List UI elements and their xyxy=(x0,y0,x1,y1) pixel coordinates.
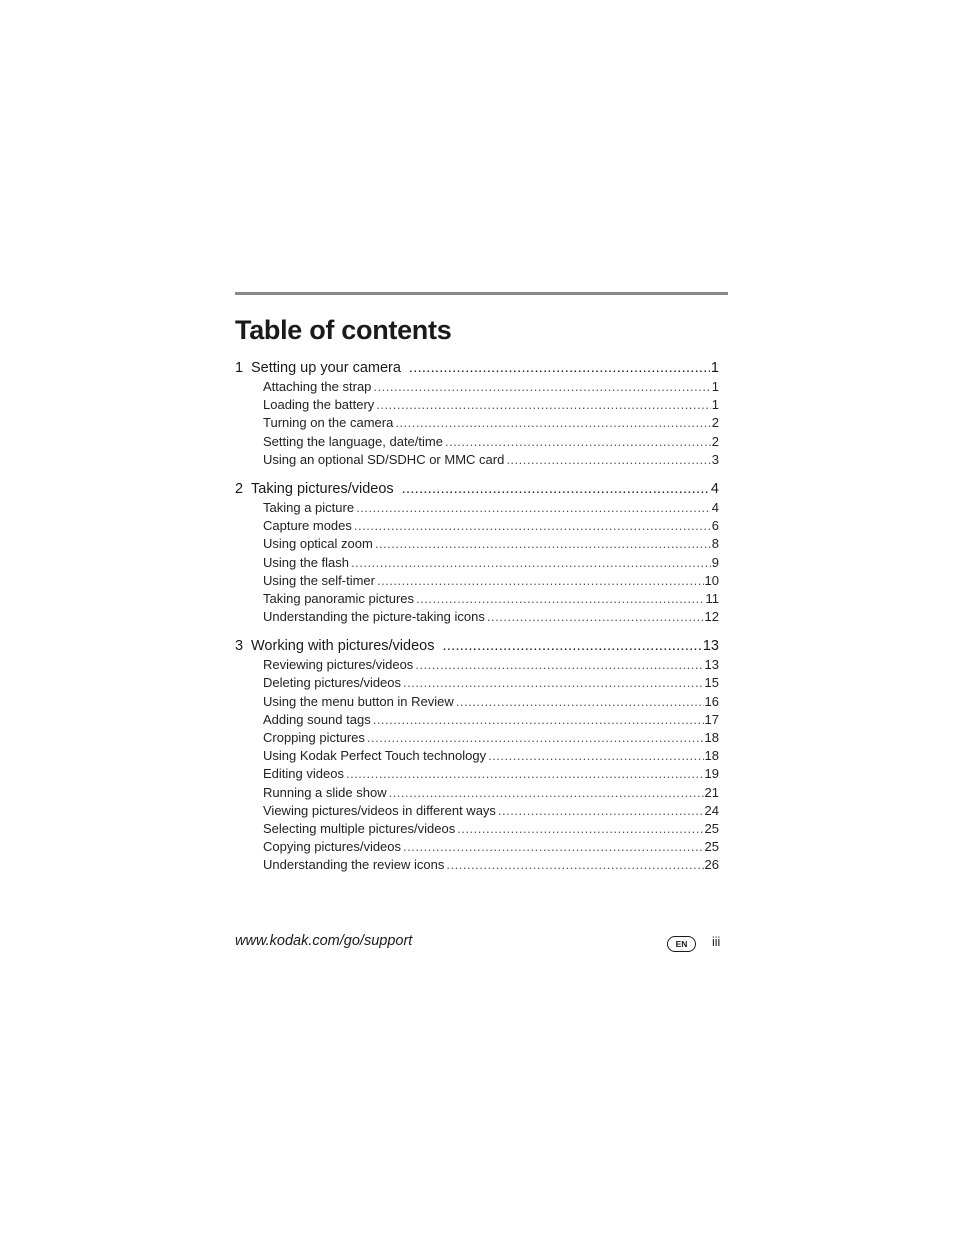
toc-entry[interactable] xyxy=(235,674,719,692)
entry-page: 17 xyxy=(704,711,719,727)
toc-entry[interactable] xyxy=(235,820,719,838)
toc-entry[interactable] xyxy=(235,535,719,553)
toc-entry[interactable] xyxy=(235,590,719,608)
dot-leader xyxy=(403,838,704,856)
toc-entry[interactable] xyxy=(235,433,719,451)
dot-leader xyxy=(367,729,704,747)
entry-title: Taking panoramic pictures xyxy=(263,590,415,606)
toc-entry[interactable] xyxy=(235,517,719,535)
chapter-page: 13 xyxy=(702,638,719,655)
entry-page: 9 xyxy=(711,554,719,570)
entry-title: Editing videos xyxy=(263,766,344,782)
entry-page: 1 xyxy=(711,379,719,394)
entry-page: 12 xyxy=(704,609,719,625)
toc-chapter-heading[interactable] xyxy=(235,358,719,378)
chapter-title: Working with pictures/videos xyxy=(251,638,435,655)
entry-page: 2 xyxy=(711,433,719,449)
entry-page: 15 xyxy=(704,675,719,691)
dot-leader xyxy=(356,499,711,517)
dot-leader xyxy=(377,572,704,590)
table-of-contents xyxy=(235,358,719,885)
dot-leader xyxy=(389,784,704,802)
dot-leader xyxy=(376,396,710,414)
entry-page: 24 xyxy=(704,802,719,818)
dot-leader xyxy=(375,535,711,553)
entry-title: Understanding the review icons xyxy=(263,857,445,873)
page-number: iii xyxy=(712,935,721,949)
dot-leader xyxy=(403,674,704,692)
entry-title: Taking a picture xyxy=(263,499,355,515)
entry-title: Reviewing pictures/videos xyxy=(263,657,414,673)
toc-entry[interactable] xyxy=(235,414,719,432)
dot-leader xyxy=(402,479,710,499)
toc-chapter-heading[interactable] xyxy=(235,479,719,499)
entry-title: Viewing pictures/videos in different ways xyxy=(263,802,496,818)
entry-title: Loading the battery xyxy=(263,397,375,413)
title-rule xyxy=(235,292,728,295)
toc-entry[interactable] xyxy=(235,608,719,626)
entry-page: 18 xyxy=(704,748,719,764)
toc-entry[interactable] xyxy=(235,572,719,590)
dot-leader xyxy=(373,711,704,729)
entry-page: 6 xyxy=(711,518,719,534)
entry-page: 1 xyxy=(711,397,719,413)
toc-entry[interactable] xyxy=(235,378,719,396)
chapter-page: 4 xyxy=(710,480,719,497)
entry-title: Deleting pictures/videos xyxy=(263,675,402,691)
entry-title: Using the self-timer xyxy=(263,572,375,588)
toc-entry[interactable] xyxy=(235,451,719,469)
entry-page: 25 xyxy=(704,839,719,855)
chapter-title: Taking pictures/videos xyxy=(251,480,394,497)
chapter-number: 3 xyxy=(235,638,244,655)
language-badge: EN xyxy=(667,936,696,952)
entry-title: Turning on the camera xyxy=(263,415,394,431)
chapter-page: 1 xyxy=(710,360,719,376)
toc-entry[interactable] xyxy=(235,747,719,765)
dot-leader xyxy=(498,802,704,820)
dot-leader xyxy=(346,765,704,783)
entry-title: Copying pictures/videos xyxy=(263,839,402,855)
entry-page: 3 xyxy=(711,451,719,467)
toc-chapter-2 xyxy=(235,479,719,626)
entry-title: Setting the language, date/time xyxy=(263,433,443,449)
entry-page: 26 xyxy=(704,857,719,873)
entry-title: Selecting multiple pictures/videos xyxy=(263,820,456,836)
dot-leader xyxy=(354,517,711,535)
dot-leader xyxy=(442,636,701,656)
dot-leader xyxy=(506,451,710,469)
toc-chapter-3 xyxy=(235,636,719,874)
entry-title: Using the flash xyxy=(263,554,349,570)
entry-page: 18 xyxy=(704,730,719,745)
dot-leader xyxy=(457,820,703,838)
entry-title: Cropping pictures xyxy=(263,730,365,745)
dot-leader xyxy=(445,433,711,451)
dot-leader xyxy=(409,358,710,378)
entry-title: Using optical zoom xyxy=(263,536,373,552)
toc-entry[interactable] xyxy=(235,765,719,783)
toc-entry[interactable] xyxy=(235,729,719,747)
entry-page: 25 xyxy=(704,820,719,836)
toc-entry[interactable] xyxy=(235,396,719,414)
entry-title: Capture modes xyxy=(263,518,352,534)
toc-entry[interactable] xyxy=(235,693,719,711)
dot-leader xyxy=(446,856,703,874)
dot-leader xyxy=(373,378,710,396)
chapter-number: 2 xyxy=(235,480,244,497)
entry-title: Using an optional SD/SDHC or MMC card xyxy=(263,451,505,467)
entry-page: 8 xyxy=(711,536,719,552)
entry-page: 16 xyxy=(704,693,719,709)
dot-leader xyxy=(416,590,704,608)
toc-entry[interactable] xyxy=(235,784,719,802)
entry-title: Using Kodak Perfect Touch technology xyxy=(263,748,487,764)
entry-page: 2 xyxy=(711,415,719,431)
toc-entry[interactable] xyxy=(235,554,719,572)
dot-leader xyxy=(487,608,704,626)
entry-page: 4 xyxy=(711,499,719,515)
entry-page: 21 xyxy=(704,784,719,800)
dot-leader xyxy=(456,693,704,711)
entry-title: Adding sound tags xyxy=(263,711,371,727)
toc-entry[interactable] xyxy=(235,802,719,820)
dot-leader xyxy=(395,414,710,432)
entry-page: 13 xyxy=(704,657,719,673)
dot-leader xyxy=(351,554,711,572)
page-title: Table of contents xyxy=(235,315,452,345)
entry-title: Attaching the strap xyxy=(263,379,372,394)
toc-entry[interactable] xyxy=(235,499,719,517)
entry-page: 11 xyxy=(705,590,719,606)
chapter-title: Setting up your camera xyxy=(251,360,401,376)
entry-page: 19 xyxy=(704,766,719,782)
support-url[interactable]: www.kodak.com/go/support xyxy=(235,933,413,949)
toc-entry[interactable] xyxy=(235,711,719,729)
toc-entry[interactable] xyxy=(235,838,719,856)
dot-leader xyxy=(488,747,703,765)
entry-title: Using the menu button in Review xyxy=(263,693,454,709)
toc-entry[interactable] xyxy=(235,856,719,874)
dot-leader xyxy=(415,656,703,674)
chapter-number: 1 xyxy=(235,360,244,376)
entry-title: Running a slide show xyxy=(263,784,387,800)
toc-chapter-1 xyxy=(235,358,719,469)
toc-entry[interactable] xyxy=(235,656,719,674)
entry-title: Understanding the picture-taking icons xyxy=(263,609,485,625)
entry-page: 10 xyxy=(704,572,719,588)
toc-chapter-heading[interactable] xyxy=(235,636,719,656)
